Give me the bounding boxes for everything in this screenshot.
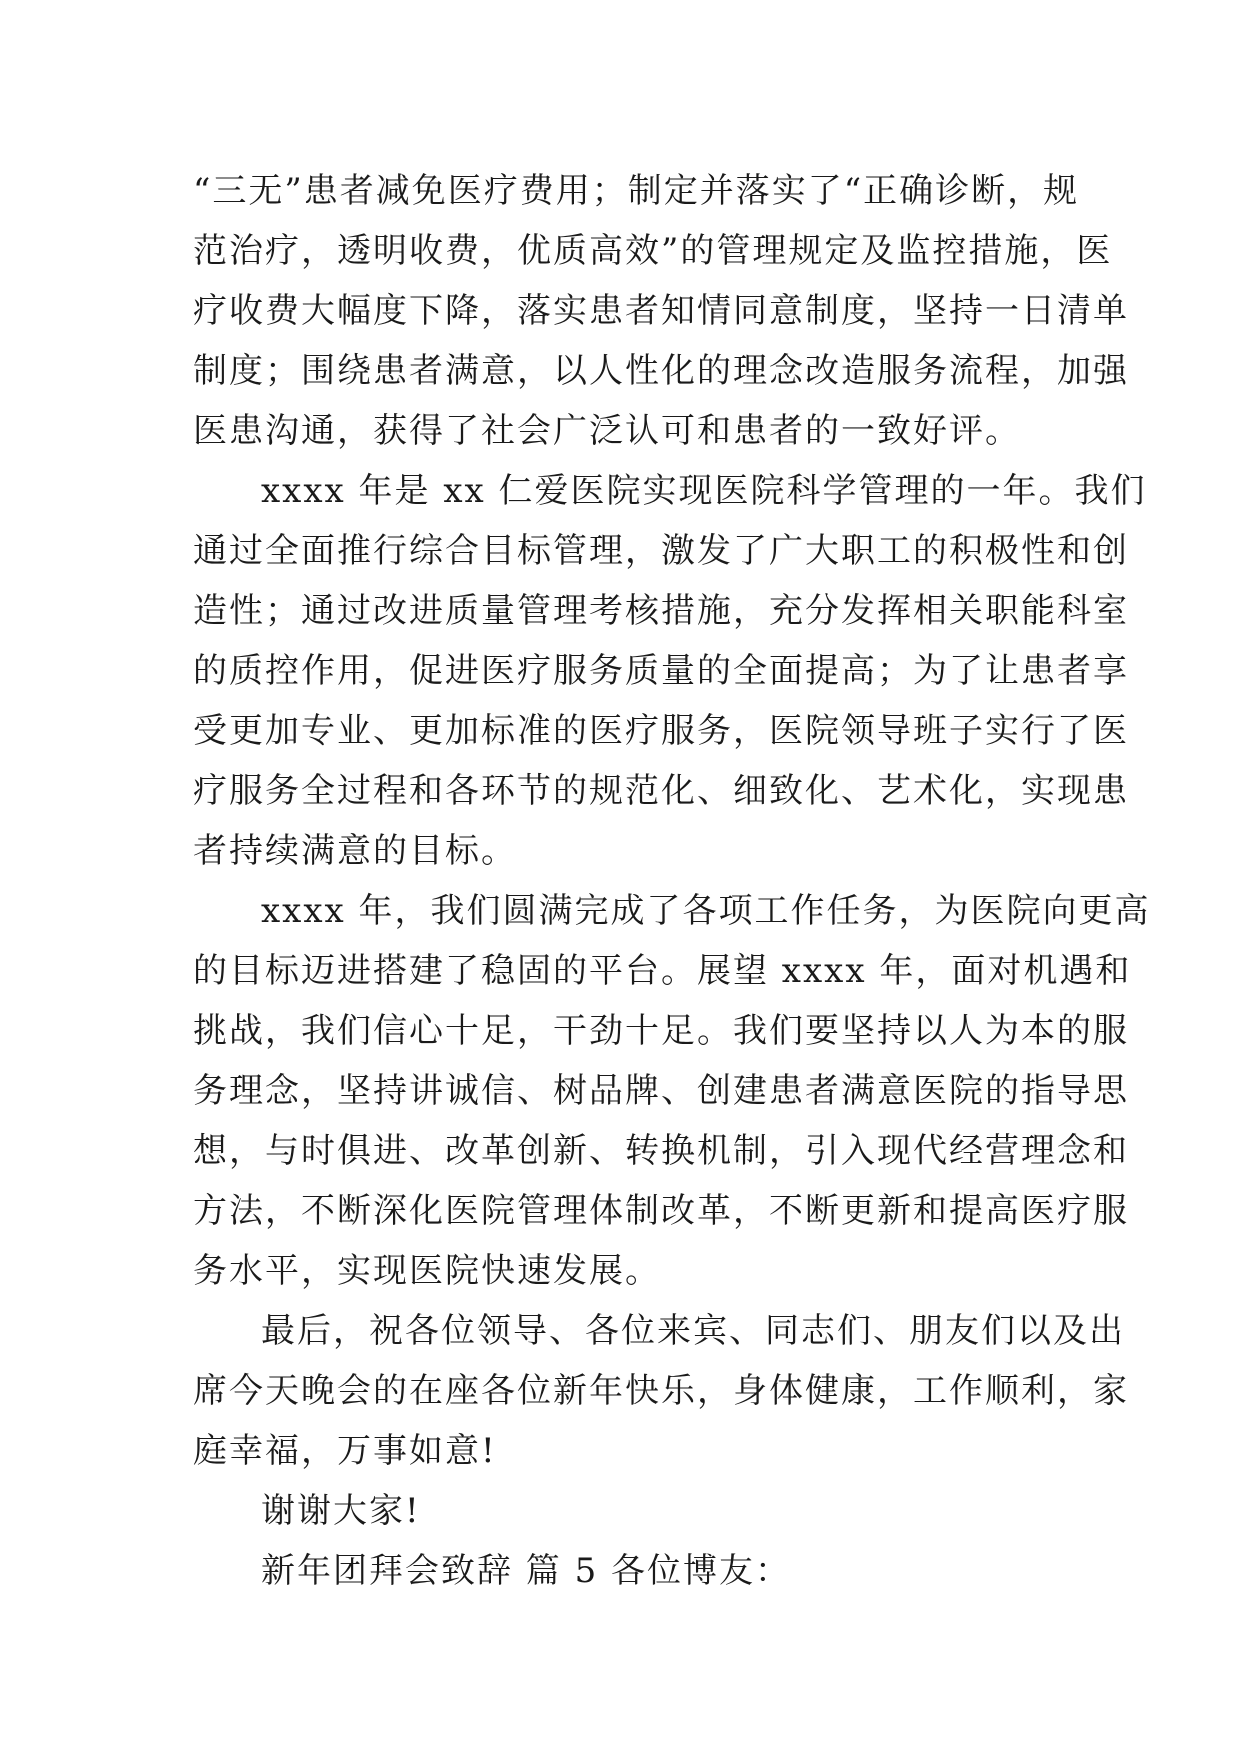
paragraph-line: 疗收费大幅度下降，落实患者知情同意制度，坚持一日清单	[193, 291, 1129, 331]
paragraph-line: 席今天晚会的在座各位新年快乐，身体健康，工作顺利，家	[193, 1371, 1129, 1411]
paragraph-line: 范治疗，透明收费，优质高效”的管理规定及监控措施，医	[193, 231, 1113, 271]
paragraph-line: 新年团拜会致辞 篇 5 各位博友：	[261, 1551, 792, 1591]
paragraph-line: 最后，祝各位领导、各位来宾、同志们、朋友们以及出	[261, 1311, 1125, 1351]
paragraph-line: 疗服务全过程和各环节的规范化、细致化、艺术化，实现患	[193, 771, 1129, 811]
paragraph	[193, 1301, 1129, 1481]
paragraph-line: 方法，不断深化医院管理体制改革，不断更新和提高医疗服	[193, 1191, 1129, 1231]
paragraph	[193, 461, 1147, 881]
paragraph-line: 制度；围绕患者满意，以人性化的理念改造服务流程，加强	[193, 351, 1129, 391]
paragraph-line: 挑战，我们信心十足，干劲十足。我们要坚持以人为本的服	[193, 1011, 1129, 1051]
paragraph-line: 造性；通过改进质量管理考核措施，充分发挥相关职能科室	[193, 591, 1129, 631]
paragraph-line: 受更加专业、更加标准的医疗服务，医院领导班子实行了医	[193, 711, 1129, 751]
paragraph-line: “三无”患者减免医疗费用；制定并落实了“正确诊断，规	[193, 171, 1080, 211]
paragraph	[193, 161, 1129, 461]
paragraph-line: 通过全面推行综合目标管理，激发了广大职工的积极性和创	[193, 531, 1129, 571]
document-body	[193, 161, 1151, 1601]
paragraph-line: 的质控作用，促进医疗服务质量的全面提高；为了让患者享	[193, 651, 1129, 691]
paragraph-line: 想，与时俱进、改革创新、转换机制，引入现代经营理念和	[193, 1131, 1129, 1171]
paragraph-line: xxxx 年是 xx 仁爱医院实现医院科学管理的一年。我们	[261, 471, 1147, 511]
paragraph	[193, 881, 1151, 1301]
paragraph-line: 务理念，坚持讲诚信、树品牌、创建患者满意医院的指导思	[193, 1071, 1129, 1111]
paragraph-line: 者持续满意的目标。	[193, 831, 517, 871]
paragraph-line: 医患沟通，获得了社会广泛认可和患者的一致好评。	[193, 411, 1021, 451]
paragraph-line: 庭幸福，万事如意!	[193, 1431, 497, 1471]
paragraph-line: xxxx 年，我们圆满完成了各项工作任务，为医院向更高	[261, 891, 1151, 931]
paragraph	[193, 1541, 1049, 1601]
paragraph-line: 谢谢大家!	[261, 1491, 421, 1531]
paragraph-line: 的目标迈进搭建了稳固的平台。展望 xxxx 年，面对机遇和	[193, 951, 1132, 991]
paragraph	[193, 1481, 1049, 1541]
paragraph-line: 务水平，实现医院快速发展。	[193, 1251, 661, 1291]
